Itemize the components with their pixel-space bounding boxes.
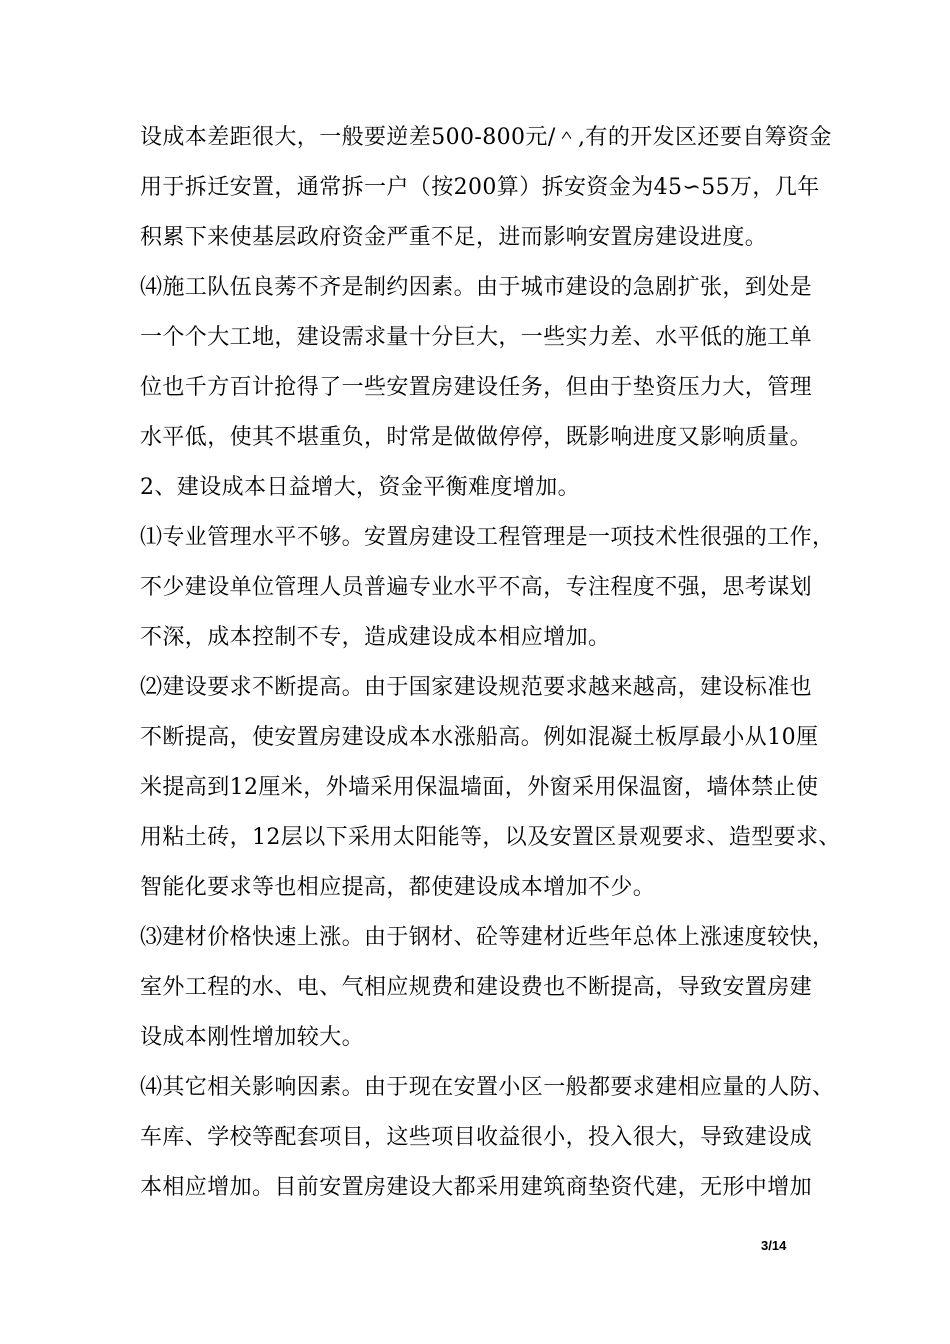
text-line: 位也千方百计抢得了一些安置房建设任务，但由于垫资压力大，管理	[140, 375, 813, 400]
text-line: 用于拆迁安置，通常拆一户（按200算）拆安资金为45∽55万，几年	[140, 175, 820, 200]
text-line: 一个个大工地，建设需求量十分巨大，一些实力差、水平低的施工单	[140, 325, 813, 350]
text-line: 本相应增加。目前安置房建设大都采用建筑商垫资代建，无形中增加	[140, 1175, 813, 1200]
text-line: 不断提高，使安置房建设成本水涨船高。例如混凝土板厚最小从10厘	[140, 725, 819, 750]
section-heading: 2、建设成本日益增大，资金平衡难度增加。	[140, 475, 580, 500]
text-line: ⑶建材价格快速上涨。由于钢材、砼等建材近些年总体上涨速度较快，	[140, 925, 835, 950]
text-line: 水平低，使其不堪重负，时常是做做停停，既影响进度又影响质量。	[140, 425, 813, 450]
text-line: 米提高到12厘米，外墙采用保温墙面，外窗采用保温窗，墙体禁止使	[140, 775, 819, 800]
text-line: ⑵建设要求不断提高。由于国家建设规范要求越来越高，建设标准也	[140, 675, 813, 700]
text-line: 积累下来使基层政府资金严重不足，进而影响安置房建设进度。	[140, 225, 768, 250]
text-line: 设成本刚性增加较大。	[140, 1025, 365, 1050]
page-number: 3/14	[761, 1238, 787, 1253]
text-line: 用粘土砖，12层以下采用太阳能等，以及安置区景观要求、造型要求、	[140, 825, 841, 850]
text-line: 车库、学校等配套项目，这些项目收益很小，投入很大，导致建设成	[140, 1125, 813, 1150]
text-line: ⑷其它相关影响因素。由于现在安置小区一般都要求建相应量的人防、	[140, 1075, 835, 1100]
text-line: 不深，成本控制不专，造成建设成本相应增加。	[140, 625, 611, 650]
text-line: 智能化要求等也相应提高，都使建设成本增加不少。	[140, 875, 656, 900]
text-line: ⑴专业管理水平不够。安置房建设工程管理是一项技术性很强的工作，	[140, 525, 835, 550]
text-line: 设成本差距很大，一般要逆差500-800元/＾,有的开发区还要自筹资金	[140, 125, 832, 150]
text-line: 室外工程的水、电、气相应规费和建设费也不断提高，导致安置房建	[140, 975, 813, 1000]
text-line: 不少建设单位管理人员普遍专业水平不高，专注程度不强，思考谋划	[140, 575, 813, 600]
text-line: ⑷施工队伍良莠不齐是制约因素。由于城市建设的急剧扩张，到处是	[140, 275, 813, 300]
